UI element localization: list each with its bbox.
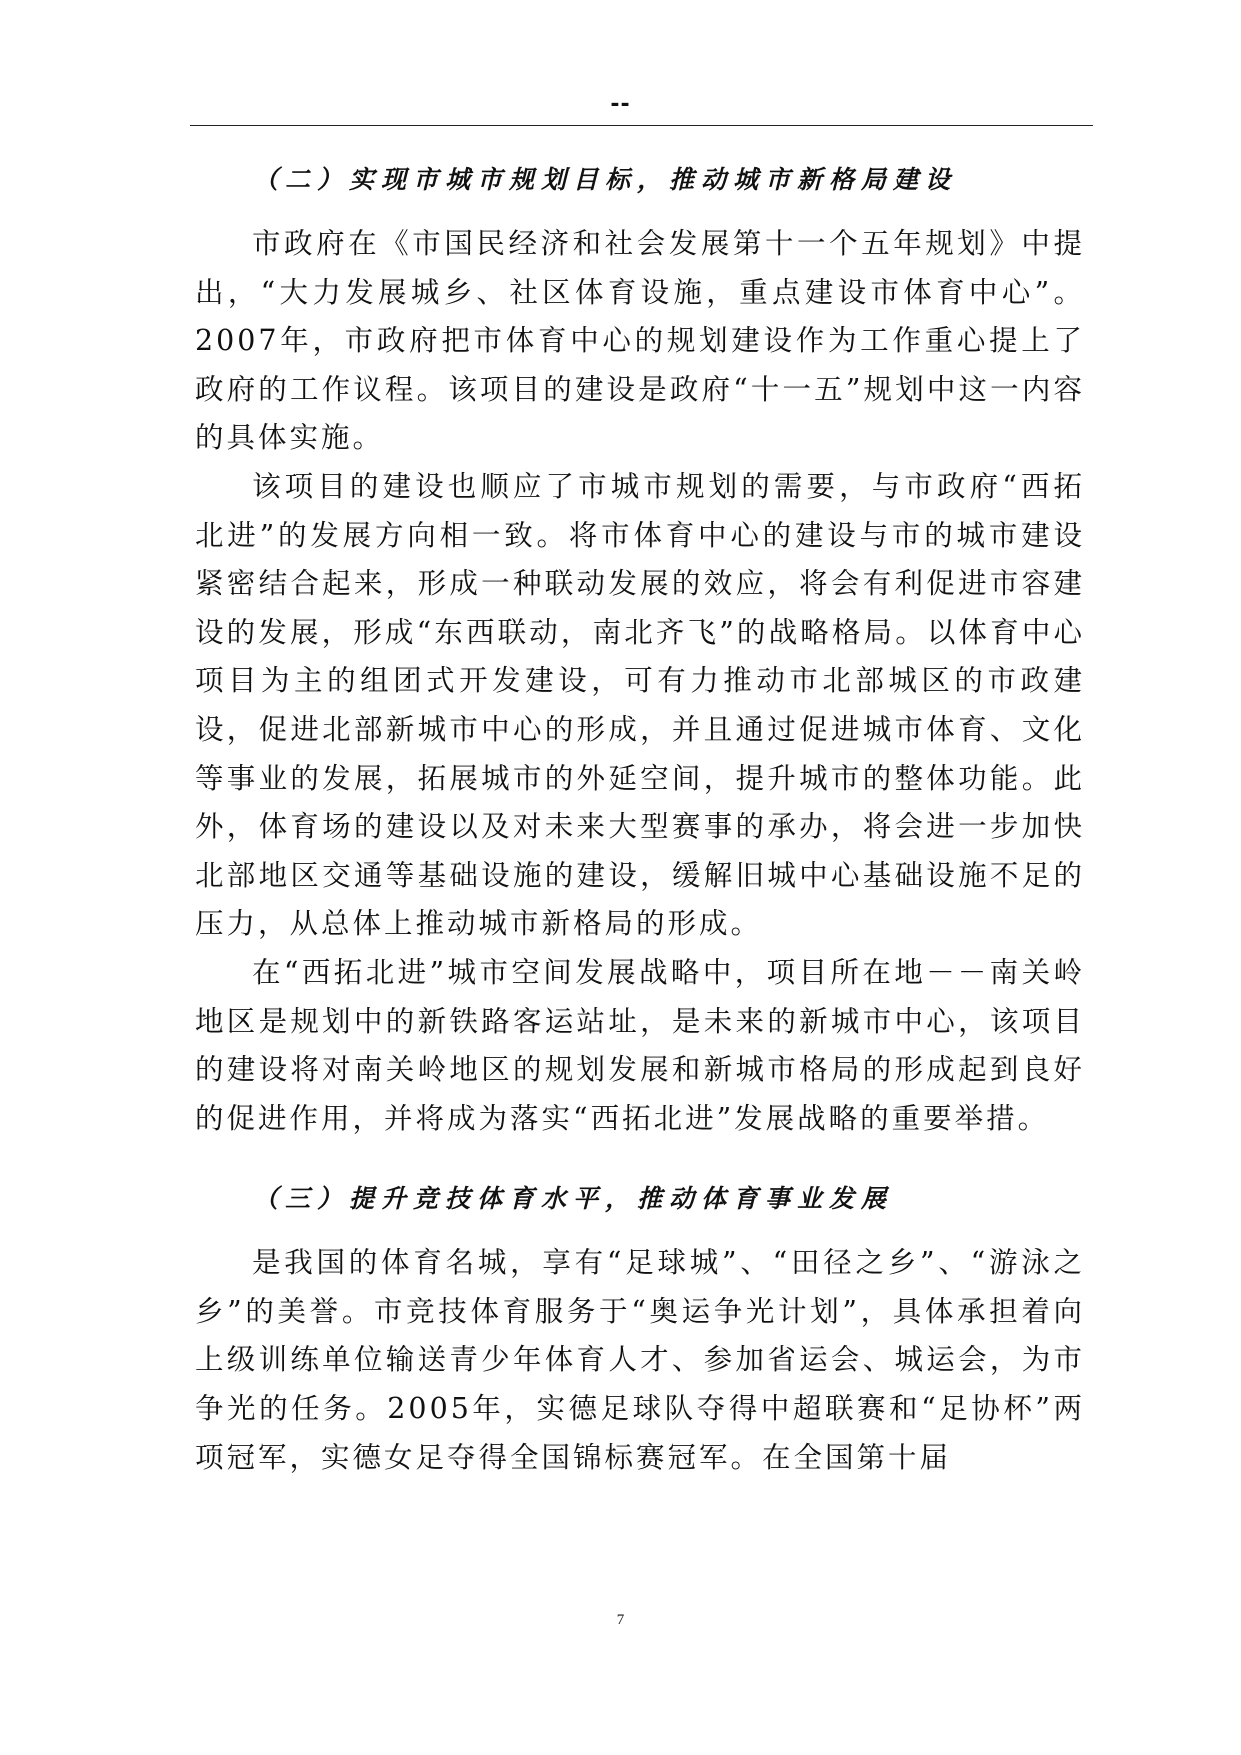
header-mark: -- <box>610 92 631 117</box>
section-heading-2: （二）实现市城市规划目标，推动城市新格局建设 <box>253 165 958 194</box>
section-gap <box>195 1143 1085 1169</box>
paragraph: 是我国的体育名城，享有“足球城”、“田径之乡”、“游泳之乡”的美誉。市竞技体育服务于“奥运争光计划”，具体承担着向上级训练单位输送青少年体育人才、参加省运会、城运会，为市争光的任务。2005年，实德足球队夺得中超联赛和“足协杯”两项冠军，实德女足夺得全国锦标赛冠军。在全国第十届 <box>195 1246 1085 1474</box>
page-number: 7 <box>616 1612 625 1628</box>
paragraph: 市政府在《市国民经济和社会发展第十一个五年规划》中提出，“大力发展城乡、社区体育设施，重点建设市体育中心”。2007年，市政府把市体育中心的规划建设作为工作重心提上了政府的工作议程。该项目的建设是政府“十一五”规划中这一内容的具体实施。 <box>195 227 1085 455</box>
paragraph: 该项目的建设也顺应了市城市规划的需要，与市政府“西拓北进”的发展方向相一致。将市体育中心的建设与市的城市建设紧密结合起来，形成一种联动发展的效应，将会有利促进市容建设的发展，形成“东西联动，南北齐飞”的战略格局。以体育中心项目为主的组团式开发建设，可有力推动市北部城区的市政建设，促进北部新城市中心的形成，并且通过促进城市体育、文化等事业的发展，拓展城市的外延空间，提升城市的整体功能。此外，体育场的建设以及对未来大型赛事的承办，将会进一步加快北部地区交通等基础设施的建设，缓解旧城中心基础设施不足的压力，从总体上推动城市新格局的形成。 <box>195 469 1085 941</box>
document-body <box>195 150 1085 1482</box>
paragraph: 在“西拓北进”城市空间发展战略中，项目所在地－－南关岭地区是规划中的新铁路客运站址，是未来的新城市中心，该项目的建设将对南关岭地区的规划发展和新城市格局的形成起到良好的促进作用，并将成为落实“西拓北进”发展战略的重要举措。 <box>195 955 1085 1135</box>
section-heading-3: （三）提升竞技体育水平，推动体育事业发展 <box>253 1184 894 1214</box>
header-rule <box>190 125 1093 126</box>
